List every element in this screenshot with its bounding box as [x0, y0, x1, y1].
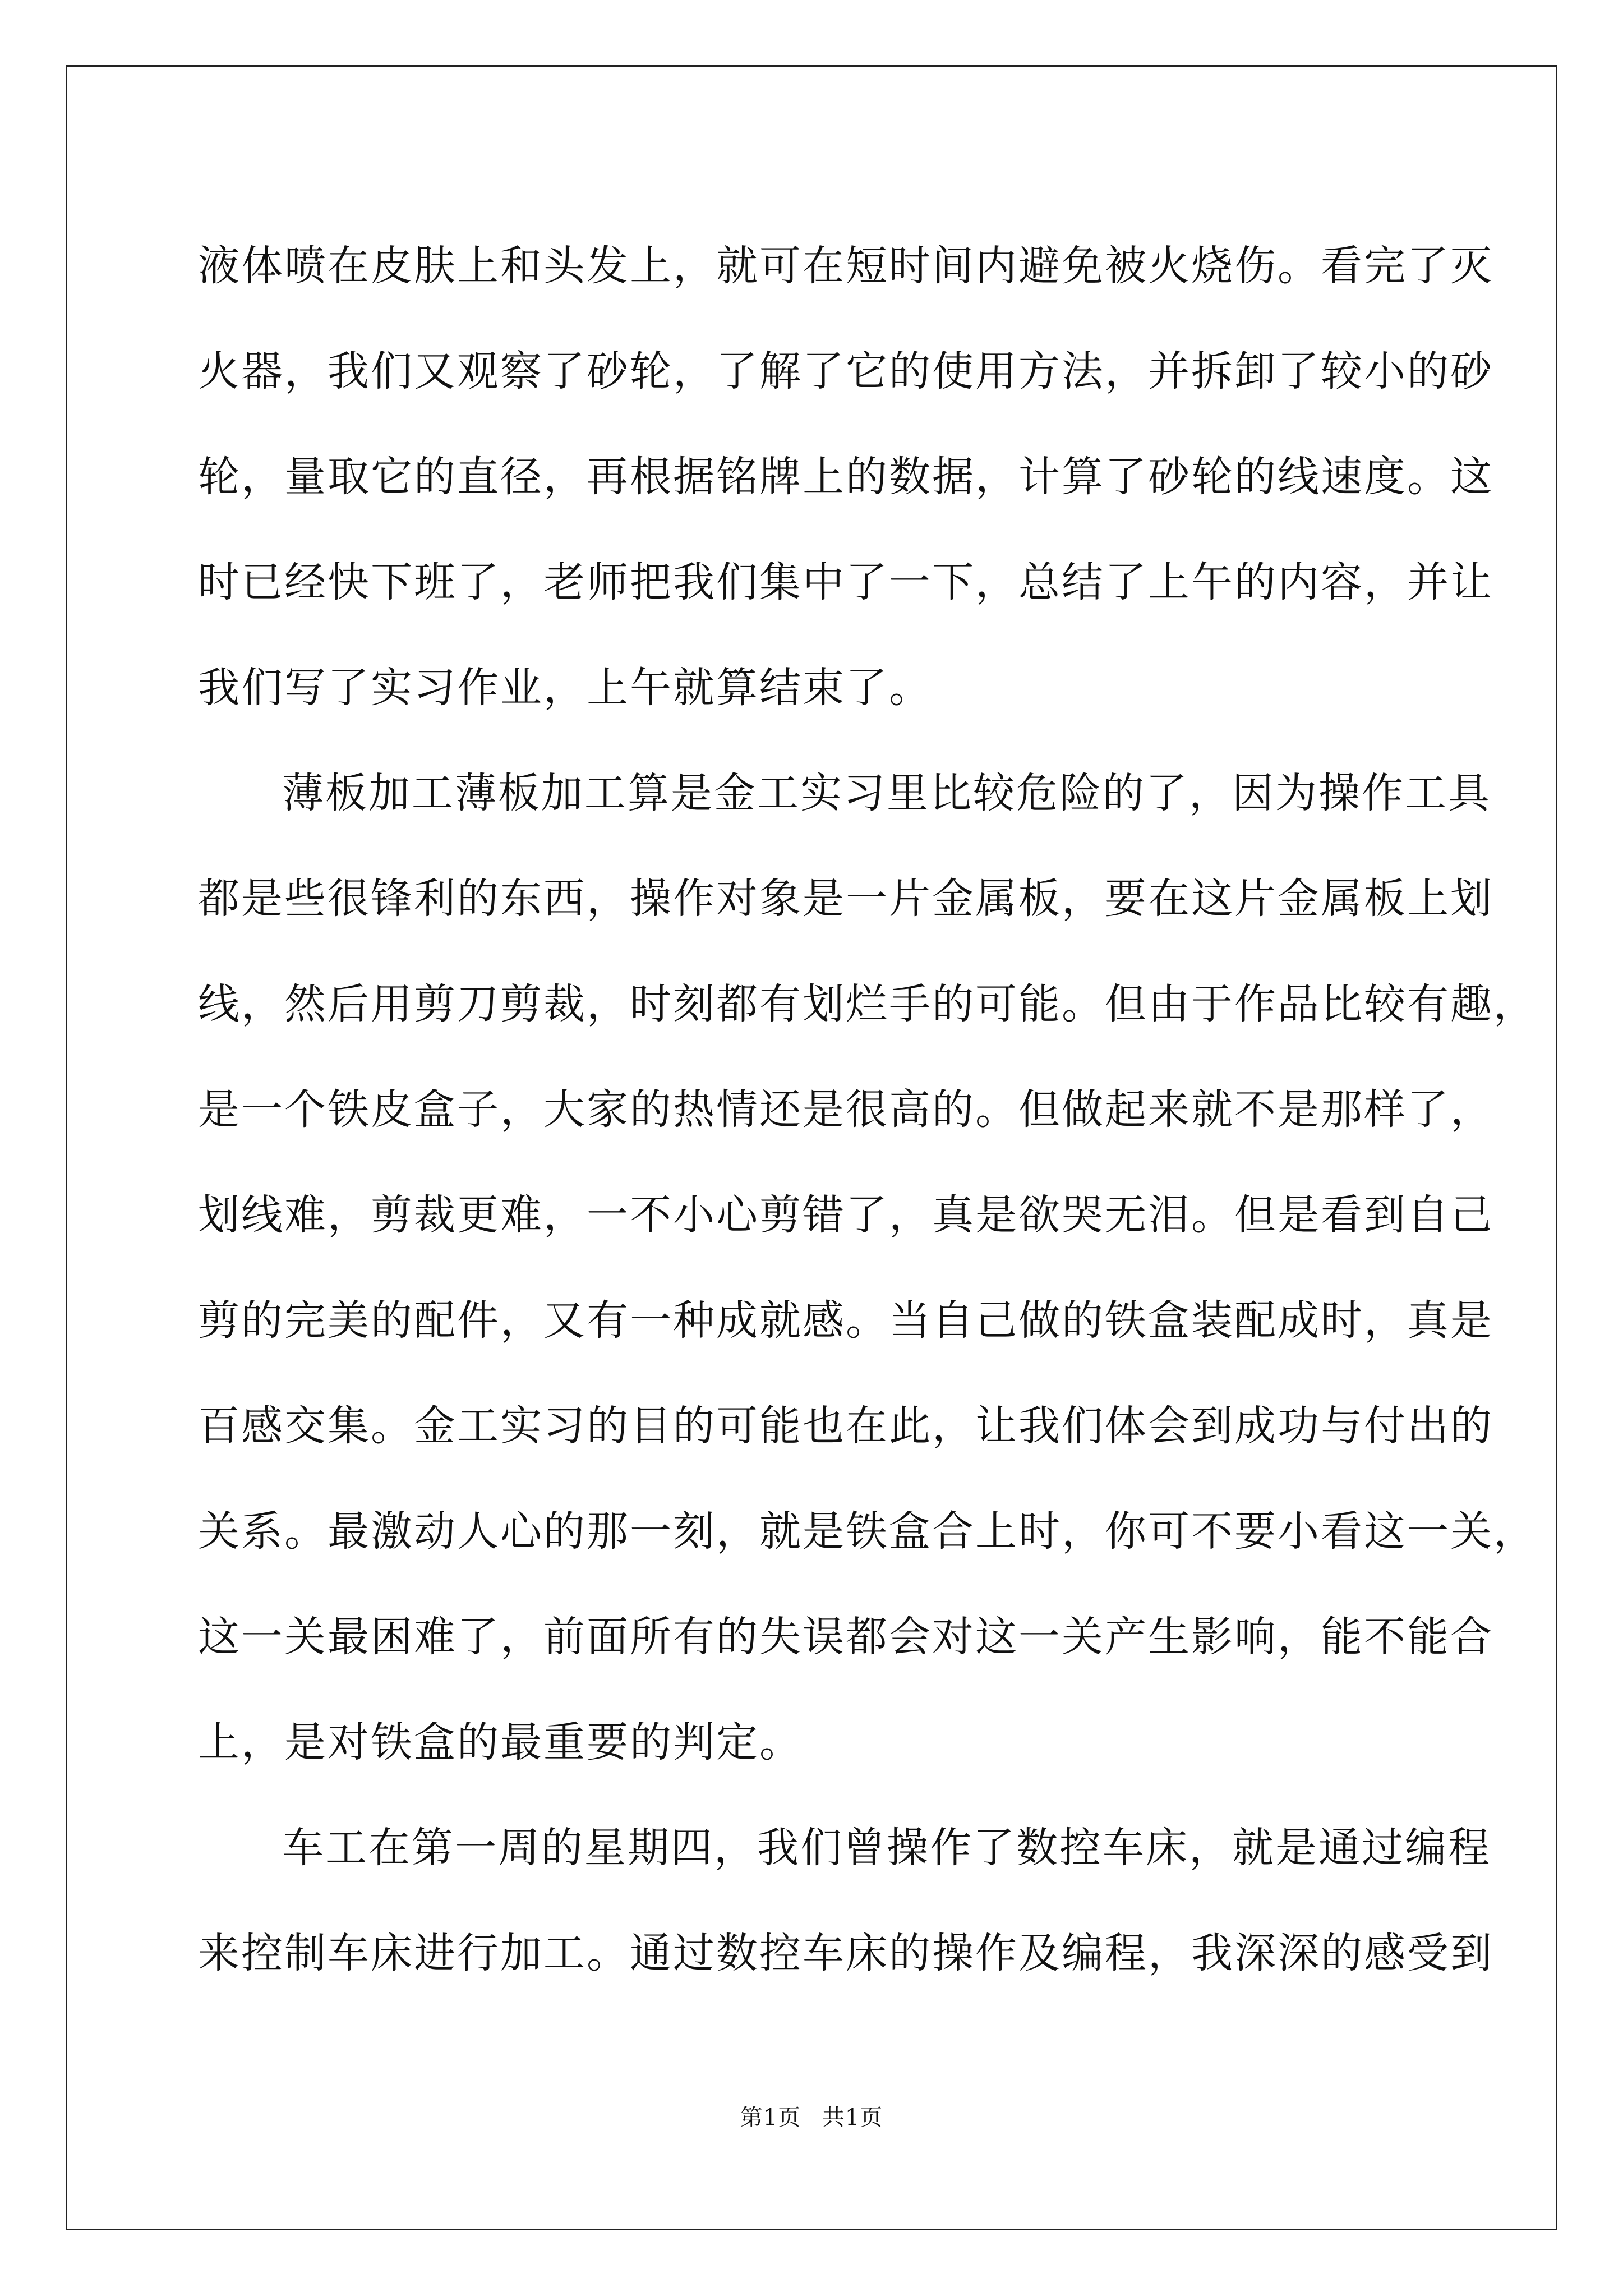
text-line: 百感交集。金工实习的目的可能也在此，让我们体会到成功与付出的	[198, 1402, 1493, 1450]
text-line: 划线难，剪裁更难，一不小心剪错了，真是欲哭无泪。但是看到自己	[198, 1191, 1493, 1239]
text-line: 上，是对铁盒的最重要的判定。	[198, 1718, 803, 1766]
text-line: 是一个铁皮盒子，大家的热情还是很高的。但做起来就不是那样了，	[198, 1085, 1493, 1134]
text-line: 液体喷在皮肤上和头发上，就可在短时间内避免被火烧伤。看完了灭	[198, 242, 1493, 290]
paragraph-1	[198, 213, 1493, 740]
text-line: 火器，我们又观察了砂轮，了解了它的使用方法，并拆卸了较小的砂	[198, 347, 1493, 395]
text-line: 来控制车床进行加工。通过数控车床的操作及编程，我深深的感受到	[198, 1929, 1493, 1977]
text-line: 关系。最激动人心的那一刻，就是铁盒合上时，你可不要小看这一关，	[198, 1507, 1537, 1556]
text-line: 线，然后用剪刀剪裁，时刻都有划烂手的可能。但由于作品比较有趣，	[198, 980, 1537, 1028]
text-line: 车工在第一周的星期四，我们曾操作了数控车床，就是通过编程	[282, 1824, 1491, 1872]
document-body	[198, 213, 1537, 2006]
paragraph-3	[198, 1795, 1493, 2006]
text-line: 薄板加工薄板加工算是金工实习里比较危险的了，因为操作工具	[282, 769, 1491, 817]
page-number: 第1页	[740, 2105, 801, 2131]
text-line: 都是些很锋利的东西，操作对象是一片金属板，要在这片金属板上划	[198, 875, 1493, 923]
page-footer	[0, 2104, 1623, 2132]
text-line: 时已经快下班了，老师把我们集中了一下，总结了上午的内容，并让	[198, 558, 1493, 606]
text-line: 这一关最困难了，前面所有的失误都会对这一关产生影响，能不能合	[198, 1613, 1493, 1661]
text-line: 剪的完美的配件，又有一种成就感。当自己做的铁盒装配成时，真是	[198, 1296, 1493, 1345]
page-total: 共1页	[822, 2105, 883, 2131]
text-line: 轮，量取它的直径，再根据铭牌上的数据，计算了砂轮的线速度。这	[198, 453, 1493, 501]
text-line: 我们写了实习作业，上午就算结束了。	[198, 664, 932, 712]
paragraph-2	[198, 740, 1537, 1795]
